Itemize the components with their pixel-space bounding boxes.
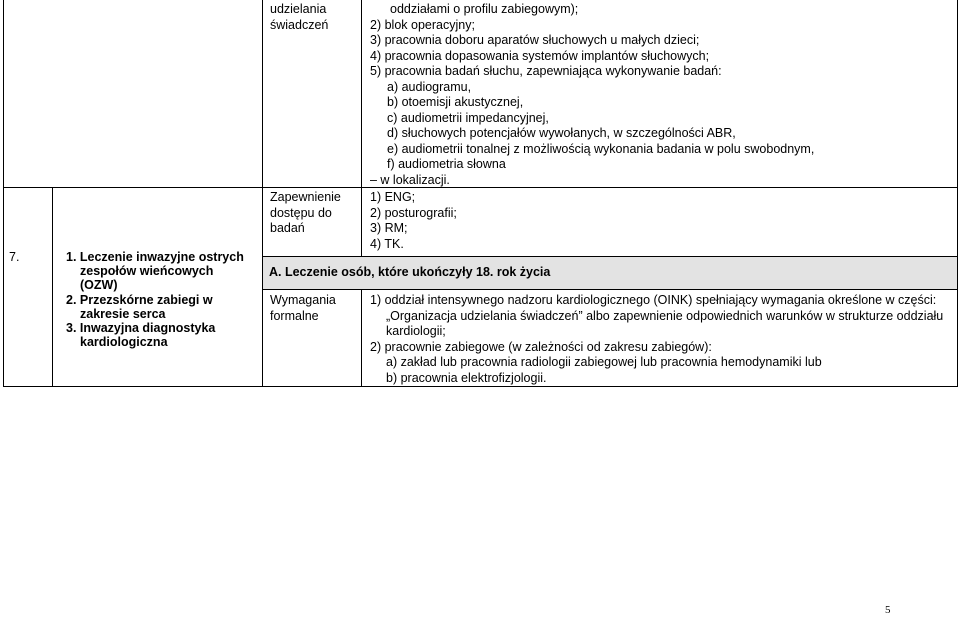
table-divider-label xyxy=(361,0,362,256)
formal-line-5: a) zakład lub pracownia radiologii zabiegowej lub pracownia hemodynamiki lub xyxy=(386,355,822,369)
top-row-line-9: d) słuchowych potencjałów wywołanych, w szczególności ABR, xyxy=(387,126,736,140)
table-border-right xyxy=(957,0,958,386)
table-divider-label-lower xyxy=(361,289,362,386)
access-item-4: 4) TK. xyxy=(370,236,404,251)
top-row-line-10: e) audiometrii tonalnej z możliwością wykonania badania w polu swobodnym, xyxy=(387,141,815,156)
formal-label-line-1: Wymagania xyxy=(270,293,336,307)
formal-line-4: 2) pracownie zabiegowe (w zależności od zakresu zabiegów): xyxy=(370,339,712,354)
category-item-2-line-2: zakresie serca xyxy=(80,307,166,321)
access-item-3: 3) RM; xyxy=(370,221,408,235)
top-row-line-7: b) otoemisji akustycznej, xyxy=(387,95,524,109)
top-row-line-11: f) audiometria słowna xyxy=(387,157,506,171)
table-border-left xyxy=(3,0,4,386)
category-item-1-line-3: (OZW) xyxy=(80,278,118,292)
top-row-line-2: 2) blok operacyjny; xyxy=(370,17,475,32)
table-divider-number xyxy=(52,187,53,386)
category-item-3-line-2: kardiologiczna xyxy=(80,335,168,349)
access-label-line-3: badań xyxy=(270,221,305,235)
section-header: A. Leczenie osób, które ukończyły 18. rok życia xyxy=(269,265,551,279)
top-row-line-6: a) audiogramu, xyxy=(387,79,472,94)
top-row-line-1: oddziałami o profilu zabiegowym); xyxy=(390,2,579,16)
category-item-1-line-1: 1. Leczenie inwazyjne ostrych xyxy=(66,250,244,264)
table-border-bottom xyxy=(3,386,958,387)
category-item-1-line-2: zespołów wieńcowych xyxy=(80,264,214,278)
top-row-line-5: 5) pracownia badań słuchu, zapewniająca wykonywanie badań: xyxy=(370,64,722,78)
top-row-line-3: 3) pracownia doboru aparatów słuchowych u małych dzieci; xyxy=(370,33,700,47)
top-row-label-line-2: świadczeń xyxy=(270,17,329,32)
access-label-line-2: dostępu do xyxy=(270,205,332,220)
top-row-label-line-1: udzielania xyxy=(270,2,327,16)
category-item-2-line-1: 2. Przezskórne zabiegi w xyxy=(66,293,213,307)
table-line-top-section-bottom xyxy=(3,187,958,188)
formal-line-6: b) pracownia elektrofizjologii. xyxy=(386,370,547,385)
formal-line-3: kardiologii; xyxy=(386,324,446,338)
top-row-line-8: c) audiometrii impedancyjnej, xyxy=(387,110,549,125)
category-item-3-line-1: 3. Inwazyjna diagnostyka xyxy=(66,321,216,335)
formal-line-1: 1) oddział intensywnego nadzoru kardiologicznego (OINK) spełniający wymagania określone w części: xyxy=(370,293,937,307)
table-line-header-bottom xyxy=(262,289,958,290)
access-label-line-1: Zapewnienie xyxy=(270,190,341,204)
formal-label-line-2: formalne xyxy=(270,308,319,323)
row-number: 7. xyxy=(9,250,20,264)
top-row-line-12: – w lokalizacji. xyxy=(370,172,450,187)
table-divider-category xyxy=(262,0,263,386)
access-item-2: 2) posturografii; xyxy=(370,205,457,220)
access-item-1: 1) ENG; xyxy=(370,190,416,204)
top-row-line-4: 4) pracownia dopasowania systemów implantów słuchowych; xyxy=(370,48,710,63)
page-number: 5 xyxy=(885,604,891,616)
formal-line-2: „Organizacja udzielania świadczeń” albo zapewnienie odpowiednich warunków w strukturze oddziału xyxy=(386,308,944,323)
